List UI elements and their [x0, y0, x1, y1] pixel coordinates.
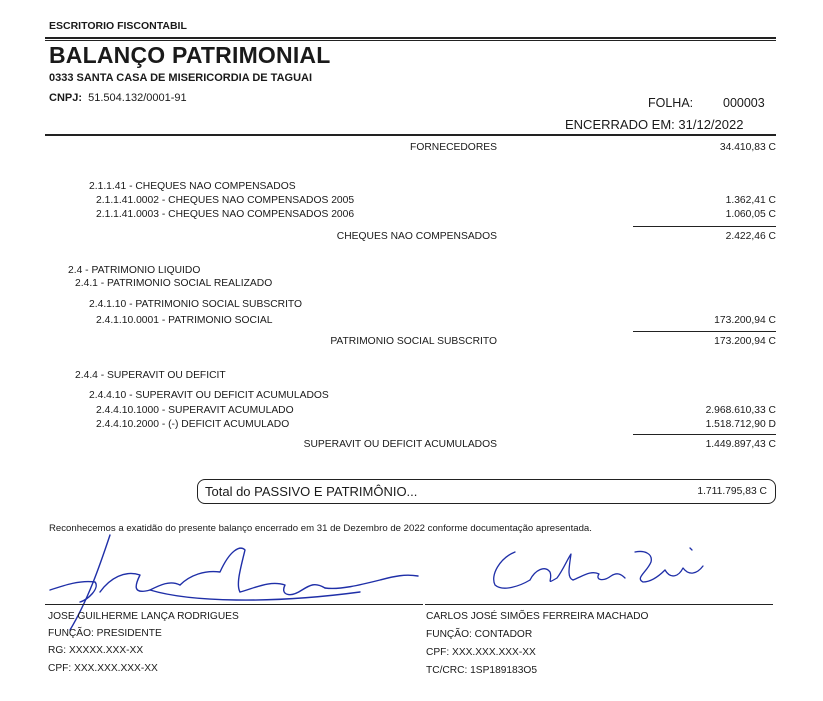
group-heading: 2.4 - PATRIMONIO LIQUIDO [68, 265, 201, 276]
signatory-crc-right: TC/CRC: 1SP189183O5 [426, 665, 537, 676]
total-label: FORNECEDORES [410, 142, 497, 153]
group-heading: 2.1.1.41 - CHEQUES NAO COMPENSADOS [89, 181, 296, 192]
account-line: 2.4.4.10.1000 - SUPERAVIT ACUMULADO [96, 405, 294, 416]
grand-total-value: 1.711.795,83 C [697, 486, 767, 497]
closing-date: ENCERRADO EM: 31/12/2022 [565, 117, 744, 132]
account-line: 2.4.4.10.2000 - (-) DEFICIT ACUMULADO [96, 419, 290, 430]
entity-name: 0333 SANTA CASA DE MISERICORDIA DE TAGUAI [49, 72, 313, 84]
grand-total-label: Total do PASSIVO E PATRIMÔNIO... [205, 484, 418, 499]
cnpj-label: CNPJ: [49, 92, 83, 104]
signatory-rg-left: RG: XXXXX.XXX-XX [48, 645, 144, 656]
account-value: 1.518.712,90 D [705, 419, 776, 430]
header-rule-thin [45, 40, 776, 41]
folha-value: 000003 [723, 96, 765, 110]
signatory-cpf-right: CPF: XXX.XXX.XXX-XX [426, 647, 536, 658]
account-line: 2.1.1.41.0002 - CHEQUES NAO COMPENSADOS 2005 [96, 195, 355, 206]
cnpj [49, 92, 187, 104]
signature-line-left [45, 604, 423, 605]
total-label: SUPERAVIT OU DEFICIT ACUMULADOS [303, 439, 497, 450]
account-line: 2.4.1.10.0001 - PATRIMONIO SOCIAL [96, 315, 273, 326]
signatory-name-right: CARLOS JOSÉ SIMÕES FERREIRA MACHADO [426, 611, 649, 622]
group-heading: 2.4.1 - PATRIMONIO SOCIAL REALIZADO [75, 278, 273, 289]
total-label: PATRIMONIO SOCIAL SUBSCRITO [330, 336, 497, 347]
group-heading: 2.4.4 - SUPERAVIT OU DEFICIT [75, 370, 226, 381]
document-title: BALANÇO PATRIMONIAL [49, 42, 331, 68]
subtotal-rule [633, 331, 776, 332]
total-value: 2.422,46 C [725, 231, 776, 242]
signature-right [475, 540, 715, 600]
signatory-role-right: FUNÇÃO: CONTADOR [426, 629, 533, 640]
subtotal-rule [633, 226, 776, 227]
total-value: 34.410,83 C [719, 142, 776, 153]
cnpj-value: 51.504.132/0001-91 [88, 92, 187, 104]
signature-left [40, 530, 430, 640]
total-value: 1.449.897,43 C [705, 439, 776, 450]
account-value: 2.968.610,33 C [705, 405, 776, 416]
total-label: CHEQUES NAO COMPENSADOS [336, 231, 497, 242]
total-value: 173.200,94 C [714, 336, 776, 347]
subtotal-rule [633, 434, 776, 435]
grand-total-box [197, 479, 776, 504]
signatory-name-left: JOSE GUILHERME LANÇA RODRIGUES [48, 611, 239, 622]
group-heading: 2.4.4.10 - SUPERAVIT OU DEFICIT ACUMULADOS [89, 390, 329, 401]
header-bottom-rule [45, 134, 776, 136]
account-value: 1.060,05 C [725, 209, 776, 220]
acknowledgement-statement: Reconhecemos a exatidão do presente balanço encerrado em 31 de Dezembro de 2022 conforme documentação apresentada. [49, 523, 592, 534]
folha-label: FOLHA: [648, 96, 694, 110]
account-value: 173.200,94 C [714, 315, 776, 326]
header-rule [45, 37, 776, 39]
signatory-cpf-left: CPF: XXX.XXX.XXX-XX [48, 663, 158, 674]
account-value: 1.362,41 C [725, 195, 776, 206]
group-heading: 2.4.1.10 - PATRIMONIO SOCIAL SUBSCRITO [89, 299, 303, 310]
signatory-role-left: FUNÇÃO: PRESIDENTE [48, 628, 162, 639]
signature-line-right [425, 604, 773, 605]
office-name: ESCRITORIO FISCONTABIL [49, 20, 187, 32]
account-line: 2.1.1.41.0003 - CHEQUES NAO COMPENSADOS 2006 [96, 209, 355, 220]
